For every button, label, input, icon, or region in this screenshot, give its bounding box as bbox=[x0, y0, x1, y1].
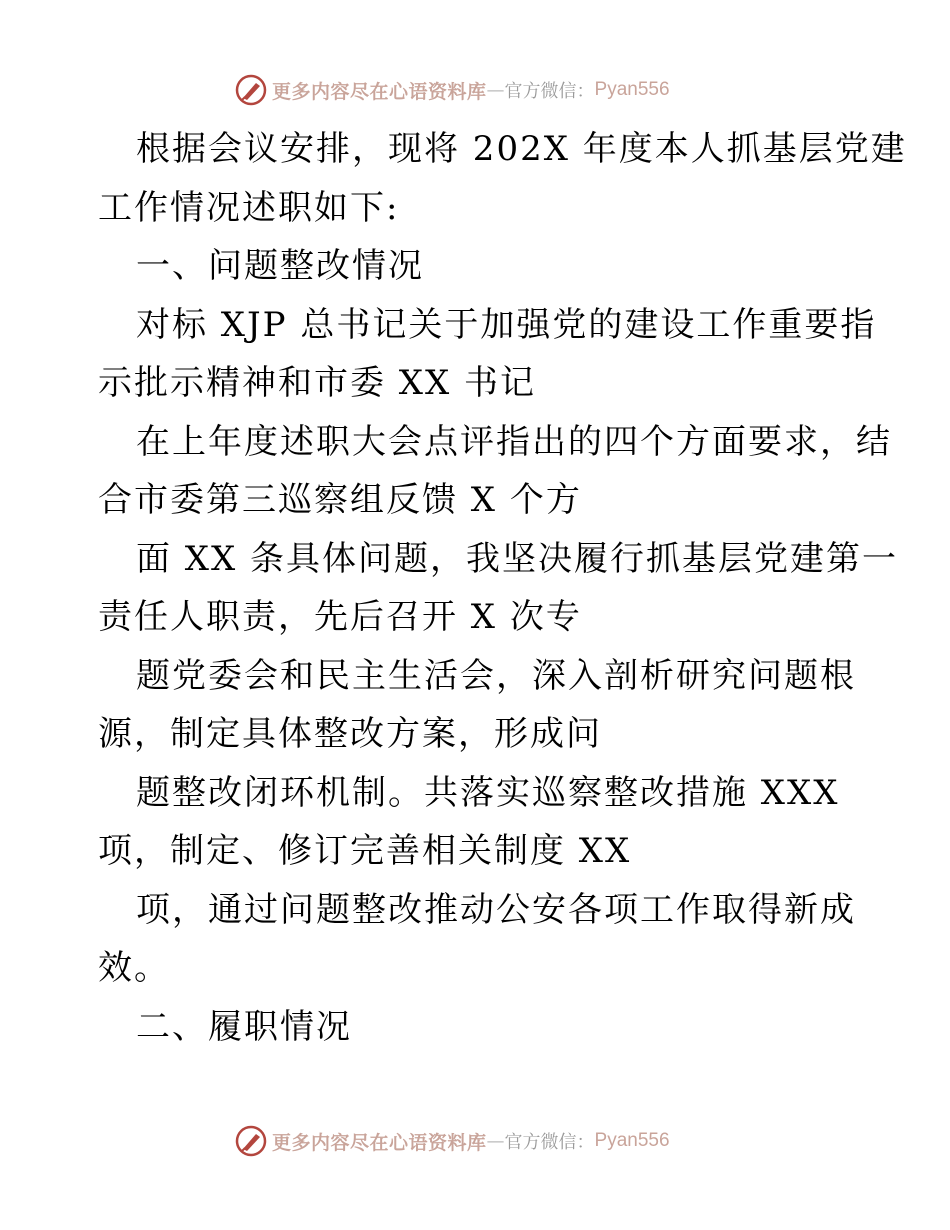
section-heading: 一、问题整改情况 bbox=[136, 246, 424, 286]
text-line: 题党委会和民主生活会，深入剖析研究问题根 bbox=[136, 655, 856, 696]
header-watermark bbox=[234, 72, 670, 108]
text-line: 效。 bbox=[98, 948, 170, 988]
watermark-label: 官方微信： bbox=[504, 1132, 595, 1153]
document-body bbox=[98, 120, 907, 1056]
text-line: 项，制定、修订完善相关制度 XX bbox=[98, 831, 632, 871]
text-line: 对标 XJP 总书记关于加强党的建设工作重要指 bbox=[136, 304, 877, 345]
quill-logo-icon bbox=[234, 73, 268, 107]
watermark-id: Pyan556 bbox=[594, 79, 670, 100]
quill-logo-icon bbox=[234, 1124, 268, 1158]
watermark-id: Pyan556 bbox=[594, 1130, 670, 1151]
text-line: 合市委第三巡察组反馈 X 个方 bbox=[98, 480, 582, 520]
text-line: 项，通过问题整改推动公安各项工作取得新成 bbox=[136, 889, 856, 930]
footer-watermark bbox=[234, 1123, 670, 1159]
watermark-site-text: 更多内容尽在心语资料库 bbox=[272, 1131, 487, 1154]
text-line: 示批示精神和市委 XX 书记 bbox=[98, 363, 537, 403]
watermark-site-text: 更多内容尽在心语资料库 bbox=[272, 80, 487, 103]
watermark-dash: — bbox=[486, 79, 505, 101]
text-line: 在上年度述职大会点评指出的四个方面要求，结 bbox=[136, 421, 892, 462]
watermark-dash: — bbox=[486, 1130, 505, 1152]
text-line: 源，制定具体整改方案，形成问 bbox=[98, 714, 602, 754]
text-line: 题整改闭环机制。共落实巡察整改措施 XXX bbox=[136, 772, 840, 813]
text-line: 责任人职责，先后召开 X 次专 bbox=[98, 597, 582, 637]
text-line: 工作情况述职如下: bbox=[98, 187, 400, 228]
section-heading: 二、履职情况 bbox=[136, 1006, 352, 1047]
text-line: 面 XX 条具体问题，我坚决履行抓基层党建第一 bbox=[136, 538, 899, 579]
watermark-label: 官方微信： bbox=[504, 81, 595, 102]
text-line: 根据会议安排，现将 202X 年度本人抓基层党建 bbox=[136, 129, 907, 169]
